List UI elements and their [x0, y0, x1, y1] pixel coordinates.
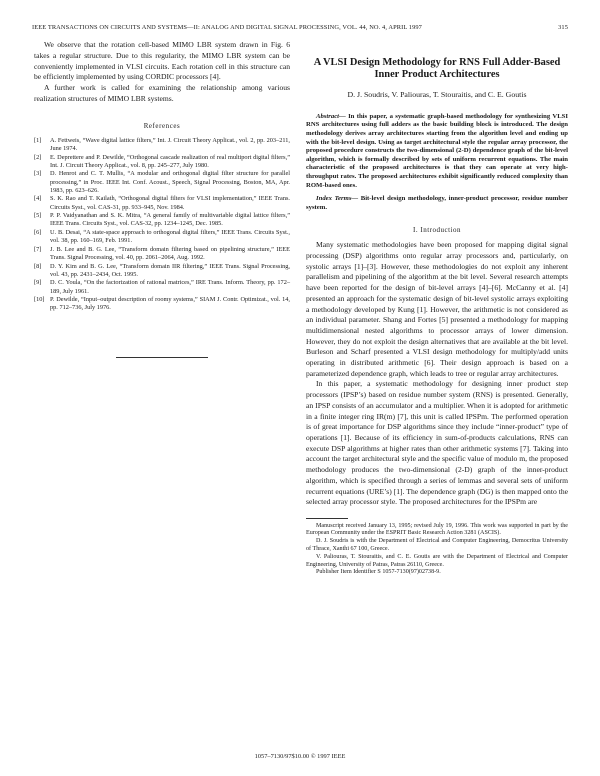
left-paragraph-2: A further work is called for examining the relationship among various realization structures of MIMO LBR systems. [34, 83, 290, 103]
journal-header: IEEE TRANSACTIONS ON CIRCUITS AND SYSTEMS—II: ANALOG AND DIGITAL SIGNAL PROCESSING, VOL. 44, NO. 4, APRIL 1997 [32, 24, 422, 31]
footnote: V. Paliouras, T. Stouraitis, and C. E. Goutis are with the Department of Electrical and Computer Engineering, University of Patras, Patras 26110, Greece. [306, 553, 568, 568]
footnote: Publisher Item Identifier S 1057-7130(97)02738-9. [316, 569, 441, 576]
reference-item: [5] P. P. Vaidyanathan and S. K. Mitra, “A general family of multivariable digital lattice filters,” IEEE Trans. Circuits Syst., vol. CAS-32, pp. 1234–1245, Dec. 1985. [34, 212, 290, 228]
paper-title: A VLSI Design Methodology for RNS Full Adder-Based Inner Product Architectures [313, 57, 561, 81]
footnotes [306, 523, 568, 578]
reference-item: [8] D. Y. Kim and B. G. Lee, “Transform domain IIR filtering,” IEEE Trans. Signal Processing, vol. 43, pp. 2431–2434, Oct. 1995. [34, 262, 290, 278]
abstract-label: Abstract— [316, 112, 346, 120]
page-number: 315 [558, 24, 568, 31]
reference-item: [4] S. K. Rao and T. Kailath, “Orthogonal digital filters for VLSI implementation,” IEEE Trans. Circuits Syst., vol. CAS-31, pp. 933–945, Nov. 1984. [34, 195, 290, 211]
intro-paragraph-2: In this paper, a systematic methodology for designing inner product step processors (IPSP’s) based on residue number system (RNS) is presented. Generally, an IPSP consists of an accumulator and a multiplier. When it is adopted for arithmetic in a finite integer ring IR(m) [7], this unit is called IPSPm. The performed operation is of great importance for DSP algorithms since they include “inner-product” type of operations [1]. Because of its efficiency in sum-of-products calculations, RNS can execute DSP algorithms at higher rates than other arithmetic systems [7]. Taking into account the target architectural style and the specific value of modulo m, the proposed methodology produces the two-dimensional (2-D) graph of the inner-product algorithm, which is specified through a series of lemmas and several sets of uniform recurrent equations (URE’s) [1]. The dependence graph (DG) is then mapped onto the selected array processor style. The proposed architectures for the IPSPm are [306, 379, 568, 507]
reference-item: [6] U. B. Desai, “A state-space approach to orthogonal digital filters,” IEEE Trans. Circuits Syst., vol. 38, pp. 160–169, Feb. 1991. [34, 228, 290, 245]
reference-item: [3] D. Henrot and C. T. Mullis, “A modular and orthogonal digital filter structure for parallel processing,” in Proc. IEEE Int. Conf. Acoust., Speech, Signal Processing, Boston, MA, Apr. 1983, pp. 623–626. [34, 170, 290, 194]
left-paragraph-1: We observe that the rotation cell-based MIMO LBR system drawn in Fig. 6 takes a regular structure. Due to this regularity, the MIMO LBR system can be conveniently implemented in VLSI circuits. Each rotation cell in this structure can be efficiently implemented by using CORDIC processors [4]. [34, 40, 290, 82]
left-column [34, 40, 290, 357]
footnote-rule [306, 518, 348, 519]
abstract: Abstract— In this paper, a systematic graph-based methodology for synthesizing VLSI RNS architectures using full adders as the basic building block is introduced. The design methodology derives array architectures starting from the algorithm level and ending up with the bit-level design. Using as target architectural style the regular array processor, the proposed procedure constructs the two-dimensional (2-D) dependence graph of the bit-level algorithm, which is formally described by sets of uniform recurrent equations. The main characteristic of the proposed architectures is that they can operate at very high-throughput rates. The proposed architectures exhibit significantly reduced complexity than ROM-based ones. [306, 112, 568, 189]
footnote: Manuscript received January 13, 1995; revised July 19, 1996. This work was supported in part by the European Community under the ESPRIT Basic Research Action 3281 (ASCIS). [306, 522, 568, 537]
section-divider [116, 357, 208, 358]
footnote: D. J. Soudris is with the Department of Electrical and Computer Engineering, Democritus University of Thrace, Xanthi 67 100, Greece. [306, 538, 568, 552]
section-heading: I. Introduction [413, 226, 461, 235]
intro-paragraph-1: Many systematic methodologies have been proposed for mapping digital signal processing (DSP) algorithms onto regular array processors and, particularly, on systolic arrays [1]–[3]. However, these methodologies do not exploit any inherent parallelism and pipelining of the algorithm at the bit level. Several research attempts have been reported for the design of bit-level arrays [4]–[6]. McCanny et al. [4] presented an approach for the systematic design of bit-level systolic arrays exploiting a methodology developed by Kung [1]. However, the arithmetic is not considered as an individual parameter. Shang and Fortes [5] presented a methodology for mapping multidimensional nested algorithms to processor arrays of lower dimension. However, they do not exploit the design alternatives that are available at the bit level. Burleson and Scharf presented a VLSI design methodology for multiply/add units operating in distributed arithmetic [6]. Their design approach is based on a parameterized dependence graph, which leads to tree or regular array architectures. [306, 240, 568, 378]
reference-list [34, 137, 290, 313]
copyright-footer: 1057–7130/97$10.00 © 1997 IEEE [254, 753, 346, 760]
running-header [32, 24, 568, 31]
index-terms: Index Terms— Bit-level design methodology, inner-product processor, residue number system. [306, 195, 568, 211]
paper-authors: D. J. Soudris, V. Paliouras, T. Stouraitis, and C. E. Goutis [347, 89, 527, 99]
reference-item: [10] P. Dewilde, “Input–output description of roomy systems,” SIAM J. Contr. Optimizat., vol. 14, pp. 712–736, July 1976. [34, 296, 290, 312]
reference-item: [2] E. Deprettere and P. Dewilde, “Orthogonal cascade realization of real multiport digital filters,” Int. J. Circuit Theory Applicat., vol. 8, pp. 245–277, July 1980. [34, 153, 290, 169]
references-heading: References [143, 122, 181, 130]
right-column [306, 40, 568, 577]
reference-item: [9] D. C. Youla, “On the factorization of rational matrices,” IRE Trans. Inform. Theory, pp. 172–189, July 1961. [34, 279, 290, 295]
reference-item: [1] A. Fettweis, “Wave digital lattice filters,” Int. J. Circuit Theory Applicat., vol. 2, pp. 203–211, June 1974. [34, 136, 290, 152]
index-label: Index Terms— [316, 195, 359, 203]
body-text [306, 240, 568, 508]
reference-item: [7] J. B. Lee and B. G. Lee, “Transform domain filtering based on pipelining structure,” IEEE Trans. Signal Processing, vol. 40, pp. 2061–2064, Aug. 1992. [34, 245, 290, 261]
